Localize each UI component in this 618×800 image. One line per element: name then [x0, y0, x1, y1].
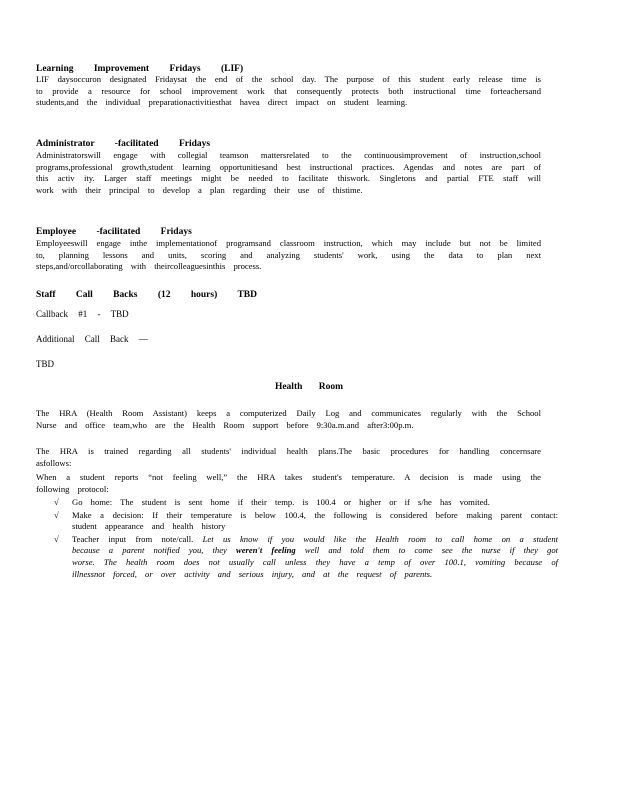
lif-heading: Learning Improvement Fridays (LIF)	[36, 64, 244, 74]
callback-line-1: Callback #1 - TBD	[36, 309, 129, 319]
bullet-lead-text: Teacher input from note/call.	[72, 533, 194, 544]
list-item	[36, 534, 558, 580]
bullet-italic-text: Let us know if you would like the Health room to call home on a student because a parent notified you, they	[72, 533, 559, 556]
checkmark-icon: √	[54, 509, 59, 520]
admin-heading: Administrator -facilitated Fridays	[36, 139, 211, 149]
health-paragraph-3: When a student reports “not feeling well,” the HRA takes student's temperature. A decision is made using the following protocol:	[36, 472, 541, 494]
bullet-bold-text: weren't feeling	[236, 545, 296, 556]
checkmark-icon: √	[54, 533, 59, 544]
employee-paragraph: Employeeswill engage inthe implementationof programsand classroom instruction, which may include but not be limited to, planning lessons and units, scoring and analyzing students' work, using the data to plan next steps,and/orcollaborating with theircolleaguesinthis process.	[36, 238, 541, 272]
admin-paragraph: Administratorswill engage with collegial teamson mattersrelated to the continuousimprovement of instruction,school programs,professional growth,student learning opportunitiesand best instructional practices. Agendas and notes are part of this activ ity. Larger staff meetings might be needed to facilitate thiswork. Singletons and partial FTE staff will work with their principal to develop a plan regarding their use of thistime.	[36, 150, 541, 195]
bullet-italic-text-continued: well and told them to come see the nurse if they got worse. The health room does not usually call unless they have a temp of over 100.1, vomiting because of illnessnot forced, or over activity and serious injury, and at the request of parents.	[72, 545, 559, 579]
list-item	[36, 497, 558, 509]
health-room-heading: Health Room	[274, 382, 344, 392]
employee-heading: Employee -facilitated Fridays	[36, 227, 192, 237]
callback-line-2: Additional Call Back —	[36, 334, 148, 344]
health-paragraph-1: The HRA (Health Room Assistant) keeps a computerized Daily Log and communicates regularly with the School Nurse and office team,who are the Health Room support before 9:30a.m.and after3:00p.m.	[36, 408, 541, 430]
health-paragraph-2: The HRA is trained regarding all students' individual health plans.The basic procedures for handling concernsare asfollows:	[36, 446, 541, 468]
lif-paragraph: LIF daysoccuron designated Fridaysat the end of the school day. The purpose of this student early release time is to provide a resource for school improvement work that consequently protects both instructional time forteachersand students,and the individual preparationactivitiesthat havea direct impact on student learning.	[36, 74, 541, 108]
bullet-text: Make a decision: If their temperature is below 100.4, the following is considered before making parent contact: student appearance and health history	[72, 509, 558, 532]
checkmark-icon: √	[54, 497, 59, 507]
callback-line-3: TBD	[36, 359, 54, 369]
callbacks-heading: Staff Call Backs (12 hours) TBD	[36, 290, 257, 300]
protocol-list	[36, 497, 558, 581]
list-item	[36, 510, 558, 533]
bullet-text: Go home: The student is sent home if their temp. is 100.4 or higher or if s/he has vomited.	[72, 497, 490, 507]
